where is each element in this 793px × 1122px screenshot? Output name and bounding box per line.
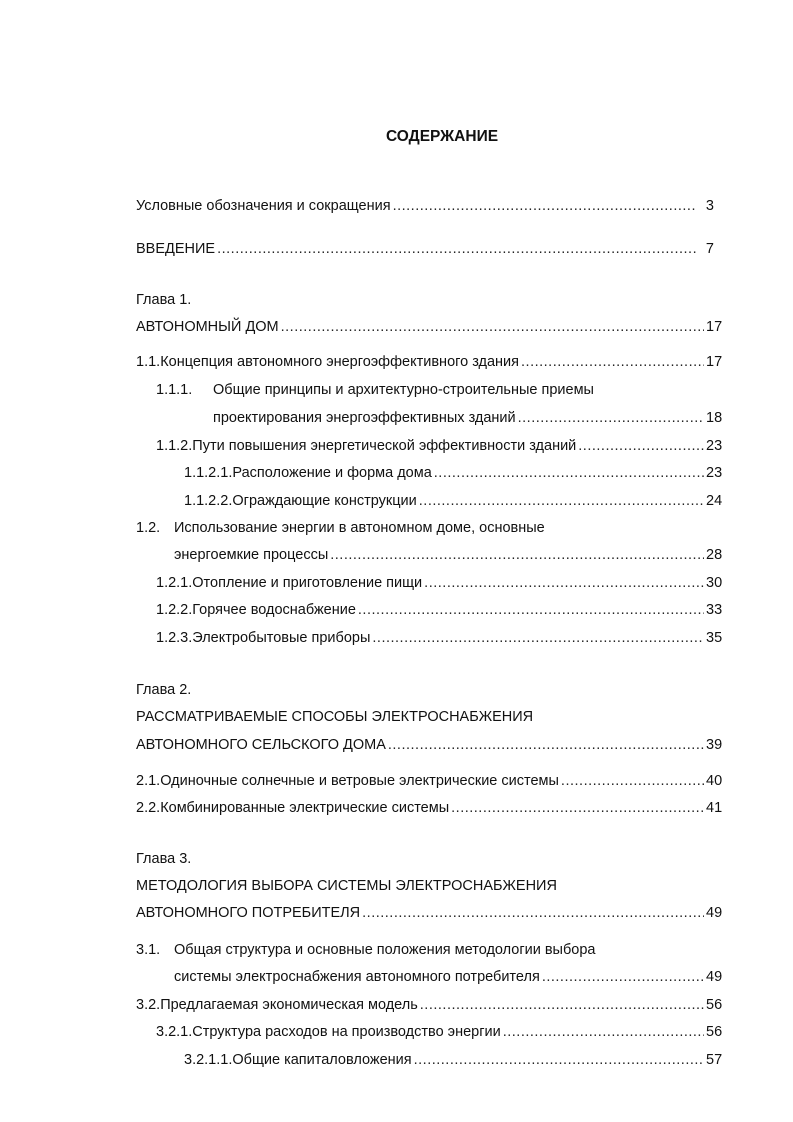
- toc-entry-number: 1.2.: [136, 520, 161, 536]
- toc-entry-text: Горячее водоснабжение: [192, 602, 356, 618]
- toc-entry: [156, 436, 722, 456]
- toc-entry-number: 1.1.2.: [156, 438, 193, 454]
- toc-entry-number: 1.2.3.: [156, 630, 193, 646]
- toc-entry: [156, 573, 722, 593]
- toc-entry-number: 1.1.2.1.: [184, 465, 233, 481]
- dot-leader: [503, 1022, 704, 1042]
- dot-leader: [393, 196, 696, 216]
- dot-leader: [521, 352, 704, 372]
- chapter-title: РАССМАТРИВАЕМЫЕ СПОСОБЫ ЭЛЕКТРОСНАБЖЕНИЯ: [136, 709, 534, 725]
- chapter-label: Глава 2.: [136, 682, 192, 698]
- toc-entry-page: 28: [706, 547, 723, 563]
- toc-entry-text: Использование энергии в автономном доме, основные: [174, 520, 545, 536]
- toc-entry-text: АВТОНОМНОГО ПОТРЕБИТЕЛЯ: [136, 905, 361, 921]
- dot-leader: [451, 798, 704, 818]
- toc-entry-text: Пути повышения энергетической эффективности зданий: [192, 438, 577, 454]
- dot-leader: [424, 573, 704, 593]
- toc-entry-text: ВВЕДЕНИЕ: [136, 241, 216, 257]
- toc-entry-number: 3.2.: [136, 997, 161, 1013]
- toc-entry-text: Условные обозначения и сокращения: [136, 198, 391, 214]
- dot-leader: [419, 491, 704, 511]
- toc-entry-page: 41: [706, 800, 723, 816]
- toc-entry-text: проектирования энергоэффективных зданий: [213, 410, 516, 426]
- toc-entry-text: Одиночные солнечные и ветровые электрические системы: [160, 773, 559, 789]
- chapter-label: Глава 1.: [136, 292, 192, 308]
- dot-leader: [358, 600, 704, 620]
- toc-entry-page: 49: [706, 905, 723, 921]
- toc-entry-number: 3.2.1.: [156, 1024, 193, 1040]
- toc-entry-text: Общие принципы и архитектурно-строительные приемы: [213, 382, 594, 398]
- toc-entry-text: энергоемкие процессы: [174, 547, 329, 563]
- toc-entry-text: АВТОНОМНОГО СЕЛЬСКОГО ДОМА: [136, 737, 386, 753]
- toc-entry-page: 56: [706, 997, 723, 1013]
- dot-leader: [362, 903, 704, 923]
- toc-entry-abbreviations: [136, 196, 714, 216]
- toc-entry-text: системы электроснабжения автономного потребителя: [174, 969, 540, 985]
- toc-entry: [136, 798, 722, 818]
- toc-entry-page: 18: [706, 410, 723, 426]
- toc-entry: [156, 380, 594, 400]
- toc-entry-page: 7: [705, 241, 714, 257]
- toc-entry-page: 23: [706, 438, 723, 454]
- chapter-title: МЕТОДОЛОГИЯ ВЫБОРА СИСТЕМЫ ЭЛЕКТРОСНАБЖЕНИЯ: [136, 878, 557, 894]
- toc-entry-text: Комбинированные электрические системы: [160, 800, 450, 816]
- toc-entry-page: 17: [706, 354, 723, 370]
- toc-entry: [156, 628, 722, 648]
- dot-leader: [542, 967, 704, 987]
- dot-leader: [434, 463, 704, 483]
- toc-entry-page: 56: [706, 1024, 723, 1040]
- dot-leader: [217, 239, 696, 259]
- toc-entry-chapter-1: [136, 317, 722, 337]
- dot-leader: [330, 545, 704, 565]
- toc-entry-page: 57: [706, 1052, 723, 1068]
- toc-entry-text: Электробытовые приборы: [192, 630, 371, 646]
- toc-entry-chapter-2: [136, 735, 722, 755]
- toc-entry: [184, 1050, 722, 1070]
- dot-leader: [578, 436, 704, 456]
- toc-entry-page: 40: [706, 773, 723, 789]
- dot-leader: [414, 1050, 704, 1070]
- toc-entry: [136, 518, 545, 538]
- toc-entry-number: 1.2.1.: [156, 575, 193, 591]
- toc-entry-number: 1.1.1.: [156, 382, 193, 398]
- dot-leader: [372, 628, 704, 648]
- toc-entry-number: 1.1.2.2.: [184, 493, 233, 509]
- toc-entry-text: АВТОНОМНЫЙ ДОМ: [136, 319, 279, 335]
- toc-entry-page: 33: [706, 602, 723, 618]
- toc-entry-text: Общая структура и основные положения методологии выбора: [174, 942, 596, 958]
- toc-entry-page: 39: [706, 737, 723, 753]
- toc-entry-number: 3.2.1.1.: [184, 1052, 233, 1068]
- toc-entry-page: 3: [705, 198, 714, 214]
- toc-entry-page: 35: [706, 630, 723, 646]
- toc-entry: [136, 995, 722, 1015]
- toc-entry-continuation: [213, 408, 722, 428]
- dot-leader: [561, 771, 704, 791]
- dot-leader: [388, 735, 704, 755]
- toc-entry-text: Отопление и приготовление пищи: [192, 575, 423, 591]
- toc-entry-page: 23: [706, 465, 723, 481]
- toc-entry-introduction: [136, 239, 714, 259]
- toc-entry-text: Расположение и форма дома: [232, 465, 432, 481]
- toc-entry-text: Предлагаемая экономическая модель: [160, 997, 418, 1013]
- toc-entry-text: Ограждающие конструкции: [232, 493, 417, 509]
- toc-entry-number: 1.2.2.: [156, 602, 193, 618]
- toc-entry-text: Общие капиталовложения: [232, 1052, 412, 1068]
- toc-entry-number: 3.1.: [136, 942, 161, 958]
- toc-entry: [136, 352, 722, 372]
- toc-entry: [184, 463, 722, 483]
- toc-entry-page: 49: [706, 969, 723, 985]
- toc-entry-page: 17: [706, 319, 723, 335]
- toc-entry-page: 24: [706, 493, 723, 509]
- toc-entry-number: 2.2.: [136, 800, 161, 816]
- toc-entry-chapter-3: [136, 903, 722, 923]
- toc-entry: [136, 771, 722, 791]
- toc-entry: [136, 940, 595, 960]
- toc-entry-text: Структура расходов на производство энергии: [192, 1024, 501, 1040]
- toc-entry-number: 2.1.: [136, 773, 161, 789]
- toc-entry-continuation: [174, 967, 722, 987]
- toc-entry: [156, 1022, 722, 1042]
- dot-leader: [420, 995, 704, 1015]
- dot-leader: [281, 317, 704, 337]
- toc-entry: [156, 600, 722, 620]
- chapter-label: Глава 3.: [136, 851, 192, 867]
- toc-entry: [184, 491, 722, 511]
- dot-leader: [518, 408, 704, 428]
- toc-entry-page: 30: [706, 575, 723, 591]
- toc-entry-text: Концепция автономного энергоэффективного здания: [160, 354, 520, 370]
- toc-entry-number: 1.1.: [136, 354, 161, 370]
- toc-entry-continuation: [174, 545, 722, 565]
